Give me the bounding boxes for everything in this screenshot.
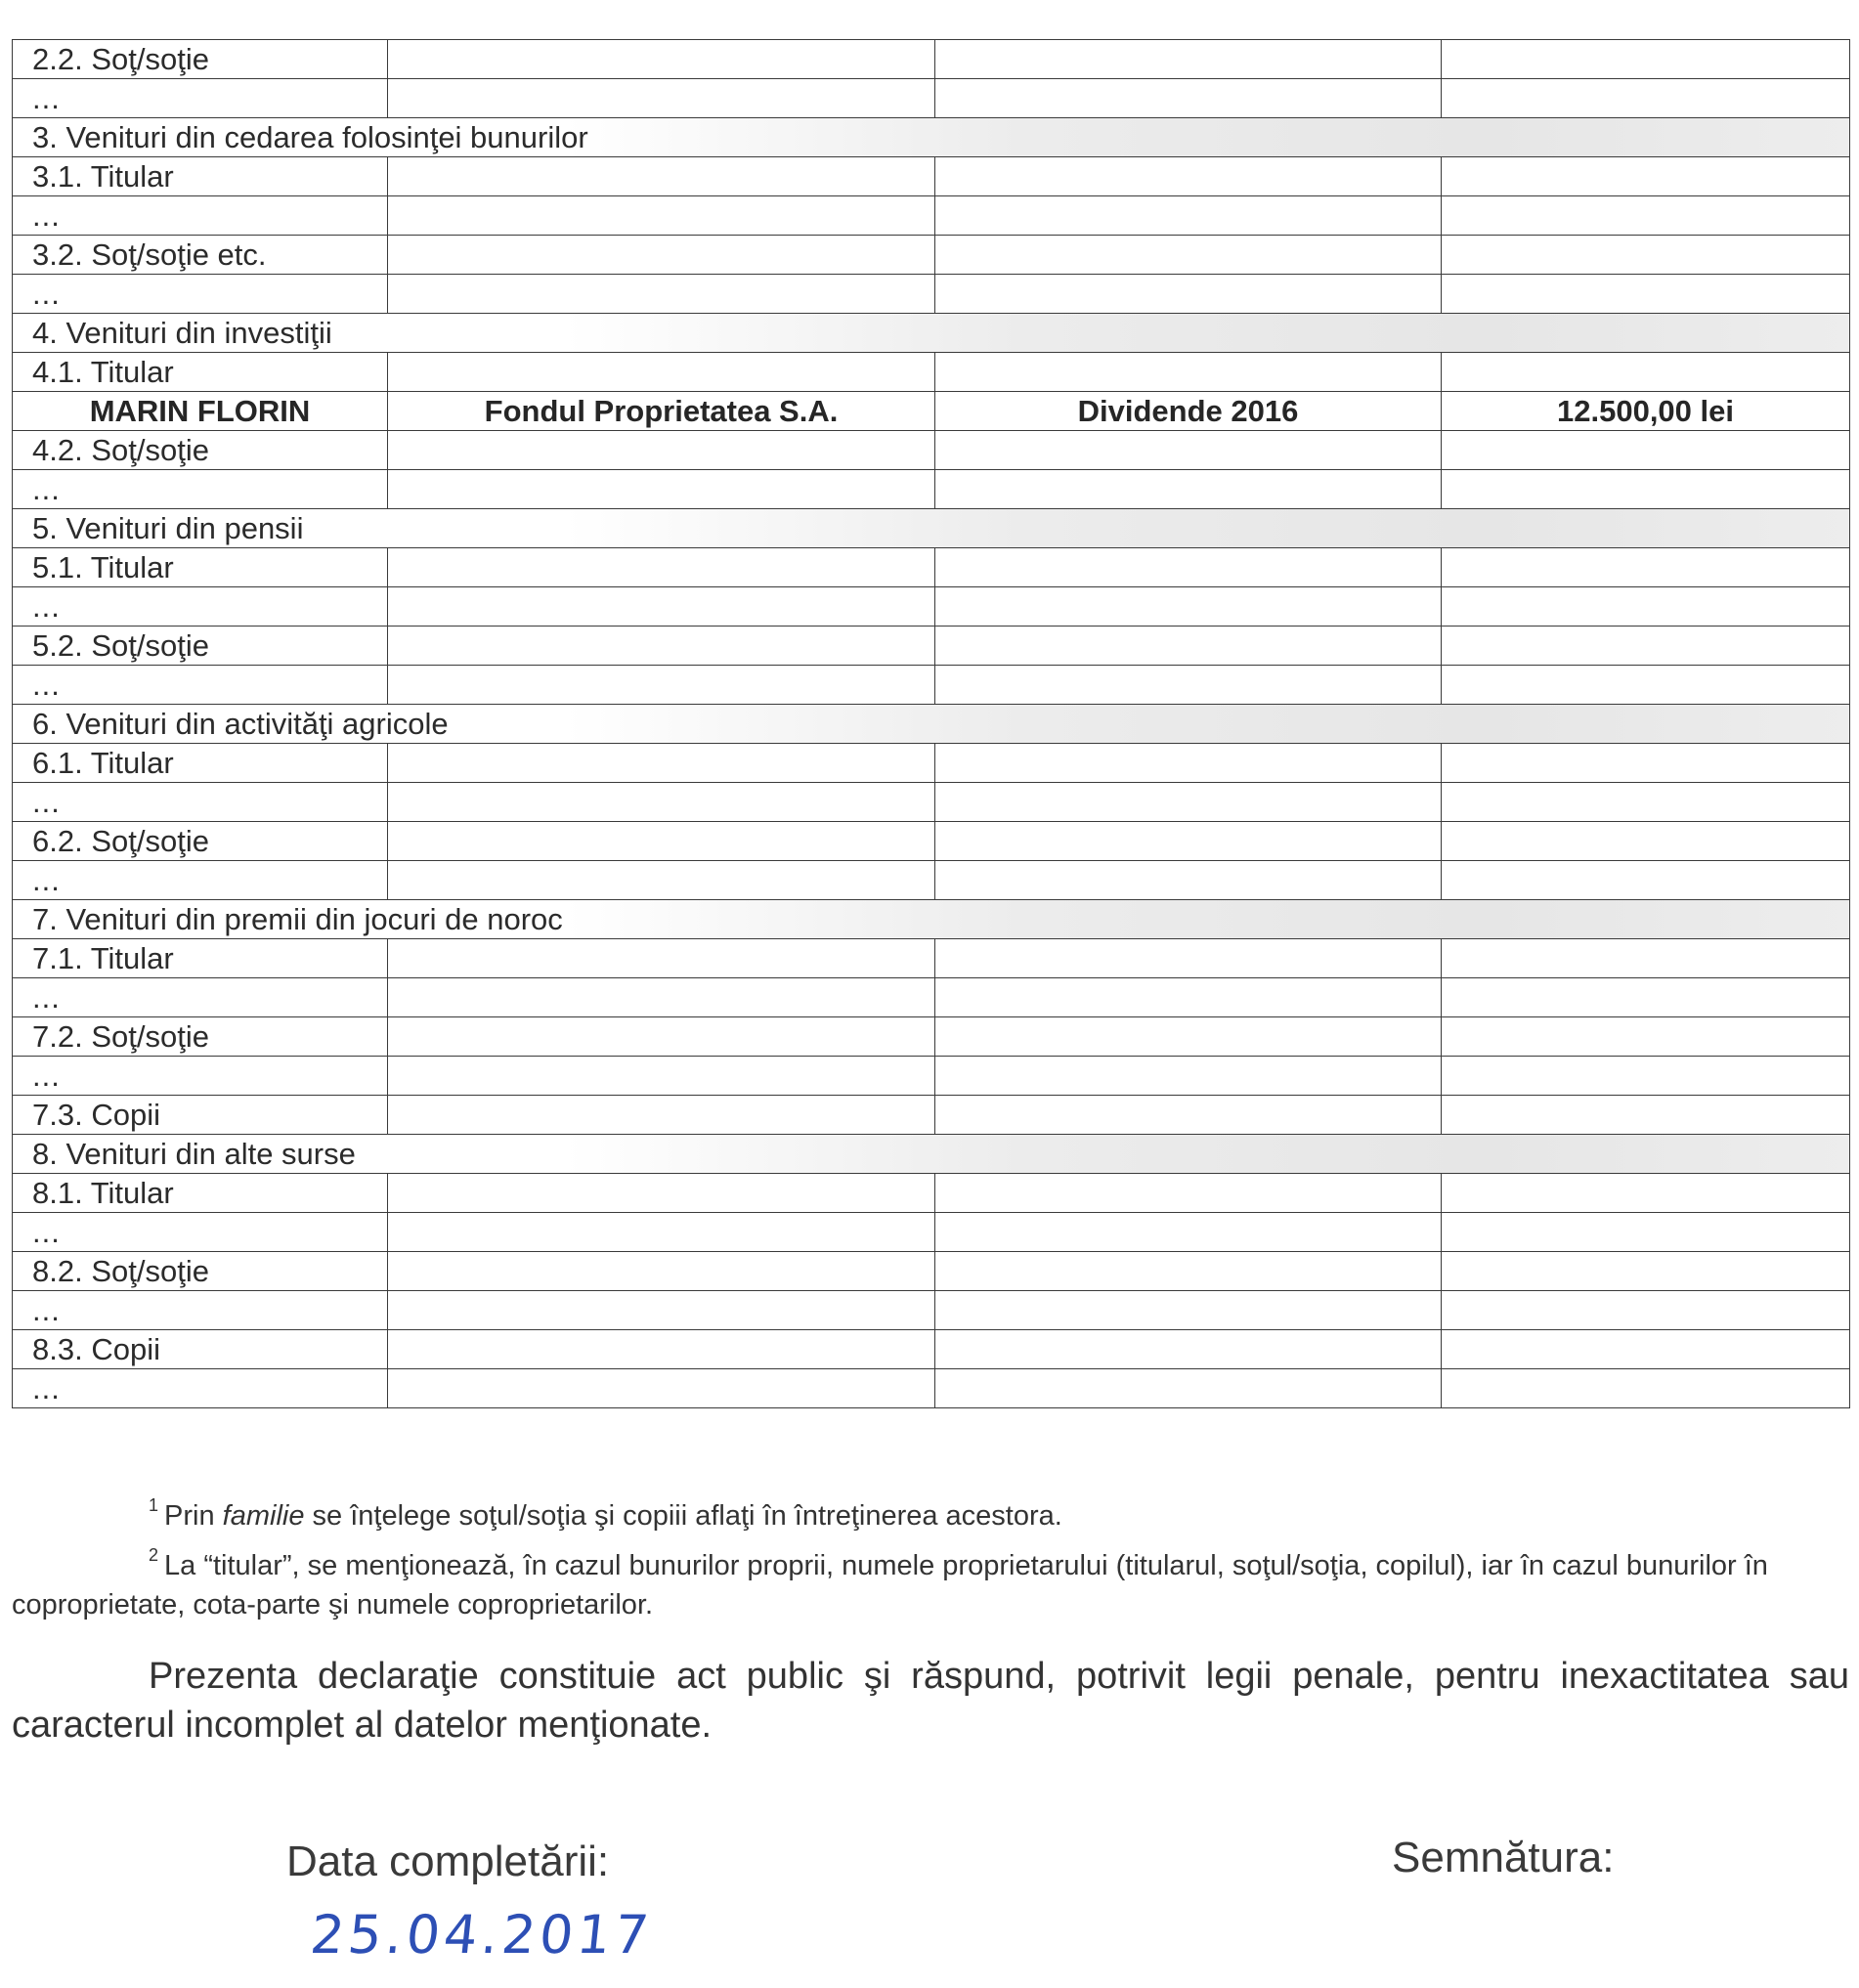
section-header-row [13,900,1850,939]
empty-cell [1442,236,1850,275]
empty-cell [935,470,1442,509]
table-row [13,470,1850,509]
empty-cell [935,822,1442,861]
row-label: ... [13,666,388,705]
empty-cell [388,978,935,1017]
row-label: 8.2. Soţ/soţie [13,1252,388,1291]
empty-cell [1442,1252,1850,1291]
empty-cell [935,236,1442,275]
table-row [13,1291,1850,1330]
income-service-cell: Dividende 2016 [935,392,1442,431]
table-row [13,196,1850,236]
empty-cell [388,1017,935,1057]
section-header: 8. Venituri din alte surse [13,1135,1850,1174]
empty-cell [1442,79,1850,118]
empty-cell [1442,1291,1850,1330]
empty-cell [1442,978,1850,1017]
empty-cell [935,1096,1442,1135]
table-row [13,1330,1850,1369]
empty-cell [935,627,1442,666]
footnote-1-marker: 1 [149,1495,159,1515]
date-label: Data completării: [286,1837,610,1885]
empty-cell [1442,196,1850,236]
empty-cell [388,939,935,978]
empty-cell [388,666,935,705]
empty-cell [935,40,1442,79]
table-row [13,783,1850,822]
empty-cell [1442,822,1850,861]
empty-cell [1442,1174,1850,1213]
footnote-1-italic-term: familie [222,1500,305,1532]
section-header: 4. Venituri din investiţii [13,314,1850,353]
row-label: 8.1. Titular [13,1174,388,1213]
empty-cell [388,470,935,509]
declaration-statement: Prezenta declaraţie constituie act public şi răspund, potrivit legii penale, pentru inexactitatea sau caracterul incomplet al datelor menţionate. [12,1656,1849,1746]
empty-cell [935,1057,1442,1096]
footnote-2 [12,1535,1849,1624]
empty-cell [1442,470,1850,509]
table-row [13,822,1850,861]
table-row [13,275,1850,314]
income-table [12,39,1850,1408]
footnote-1-text-start: Prin [164,1500,223,1532]
row-label: ... [13,783,388,822]
empty-cell [1442,40,1850,79]
empty-cell [388,1174,935,1213]
empty-cell [935,1174,1442,1213]
empty-cell [1442,744,1850,783]
empty-cell [935,157,1442,196]
empty-cell [1442,861,1850,900]
empty-cell [388,1057,935,1096]
row-label: 7.2. Soţ/soţie [13,1017,388,1057]
empty-cell [1442,353,1850,392]
row-label: 5.1. Titular [13,548,388,587]
row-label: 4.1. Titular [13,353,388,392]
empty-cell [388,1213,935,1252]
table-row [13,861,1850,900]
section-header-row [13,509,1850,548]
table-row [13,353,1850,392]
empty-cell [935,275,1442,314]
table-row [13,40,1850,79]
row-label: 6.2. Soţ/soţie [13,822,388,861]
empty-cell [1442,431,1850,470]
empty-cell [388,1369,935,1408]
table-row [13,1252,1850,1291]
section-header-row [13,705,1850,744]
row-label: ... [13,1213,388,1252]
empty-cell [935,548,1442,587]
row-label: 3.1. Titular [13,157,388,196]
empty-cell [935,431,1442,470]
table-row [13,1369,1850,1408]
row-label: 2.2. Soţ/soţie [13,40,388,79]
empty-cell [935,1330,1442,1369]
empty-cell [388,822,935,861]
footnote-2-marker: 2 [149,1545,159,1565]
income-table-body [13,40,1850,1408]
section-header: 5. Venituri din pensii [13,509,1850,548]
footnote-2-text: La “titular”, se menţionează, în cazul bunurilor proprii, numele proprietarului (titularul, soţul/soţia, copilul), iar în cazul bunurilor în coproprietate, cota-parte şi numele coproprietarilor. [12,1550,1768,1621]
table-row [13,1213,1850,1252]
table-row [13,744,1850,783]
empty-cell [935,1017,1442,1057]
empty-cell [388,548,935,587]
empty-cell [935,783,1442,822]
row-label: 5.2. Soţ/soţie [13,627,388,666]
empty-cell [388,431,935,470]
table-row [13,1174,1850,1213]
row-label: ... [13,196,388,236]
handwritten-date: 25.04.2017 [307,1904,656,1966]
row-label: ... [13,1291,388,1330]
empty-cell [388,236,935,275]
empty-cell [388,79,935,118]
empty-cell [1442,783,1850,822]
table-row [13,1017,1850,1057]
table-row [13,1096,1850,1135]
table-row [13,939,1850,978]
empty-cell [388,587,935,627]
empty-cell [935,861,1442,900]
empty-cell [1442,1330,1850,1369]
empty-cell [1442,275,1850,314]
empty-cell [1442,1057,1850,1096]
row-label: 7.1. Titular [13,939,388,978]
section-header: 6. Venituri din activităţi agricole [13,705,1850,744]
footnotes [12,1486,1849,1624]
table-row [13,587,1850,627]
signature-label: Semnătura: [1392,1834,1615,1881]
empty-cell [388,353,935,392]
empty-cell [1442,1369,1850,1408]
empty-cell [388,275,935,314]
empty-cell [388,861,935,900]
table-row [13,548,1850,587]
empty-cell [1442,548,1850,587]
empty-cell [388,1330,935,1369]
income-amount-cell: 12.500,00 lei [1442,392,1850,431]
empty-cell [935,79,1442,118]
empty-cell [1442,157,1850,196]
empty-cell [388,744,935,783]
empty-cell [388,1252,935,1291]
footnote-1-text-end: se înţelege soţul/soţia şi copiii aflaţi în întreţinerea acestora. [304,1500,1062,1532]
empty-cell [1442,1017,1850,1057]
empty-cell [388,1096,935,1135]
empty-cell [935,939,1442,978]
row-label: ... [13,587,388,627]
empty-cell [935,1252,1442,1291]
row-label: ... [13,470,388,509]
table-row [13,627,1850,666]
empty-cell [935,666,1442,705]
section-header-row [13,314,1850,353]
income-entry-row [13,392,1850,431]
section-header: 3. Venituri din cedarea folosinţei bunurilor [13,118,1850,157]
empty-cell [935,978,1442,1017]
empty-cell [935,196,1442,236]
empty-cell [388,627,935,666]
empty-cell [935,353,1442,392]
table-row [13,79,1850,118]
empty-cell [388,1291,935,1330]
empty-cell [388,157,935,196]
row-label: 8.3. Copii [13,1330,388,1369]
section-header-row [13,1135,1850,1174]
row-label: ... [13,79,388,118]
table-row [13,666,1850,705]
row-label: 7.3. Copii [13,1096,388,1135]
income-source-cell: Fondul Proprietatea S.A. [388,392,935,431]
empty-cell [935,587,1442,627]
empty-cell [1442,1213,1850,1252]
table-row [13,1057,1850,1096]
row-label: 4.2. Soţ/soţie [13,431,388,470]
income-owner-cell: MARIN FLORIN [13,392,388,431]
table-row [13,157,1850,196]
table-row [13,431,1850,470]
footnote-1 [12,1486,1849,1535]
empty-cell [935,1213,1442,1252]
section-header-row [13,118,1850,157]
empty-cell [388,783,935,822]
empty-cell [388,40,935,79]
table-row [13,978,1850,1017]
row-label: ... [13,1369,388,1408]
empty-cell [1442,587,1850,627]
empty-cell [935,1291,1442,1330]
table-row [13,236,1850,275]
row-label: ... [13,1057,388,1096]
row-label: 6.1. Titular [13,744,388,783]
empty-cell [1442,627,1850,666]
row-label: ... [13,861,388,900]
empty-cell [935,1369,1442,1408]
row-label: 3.2. Soţ/soţie etc. [13,236,388,275]
empty-cell [935,744,1442,783]
row-label: ... [13,275,388,314]
empty-cell [1442,939,1850,978]
empty-cell [1442,666,1850,705]
row-label: ... [13,978,388,1017]
empty-cell [388,196,935,236]
section-header: 7. Venituri din premii din jocuri de noroc [13,900,1850,939]
empty-cell [1442,1096,1850,1135]
